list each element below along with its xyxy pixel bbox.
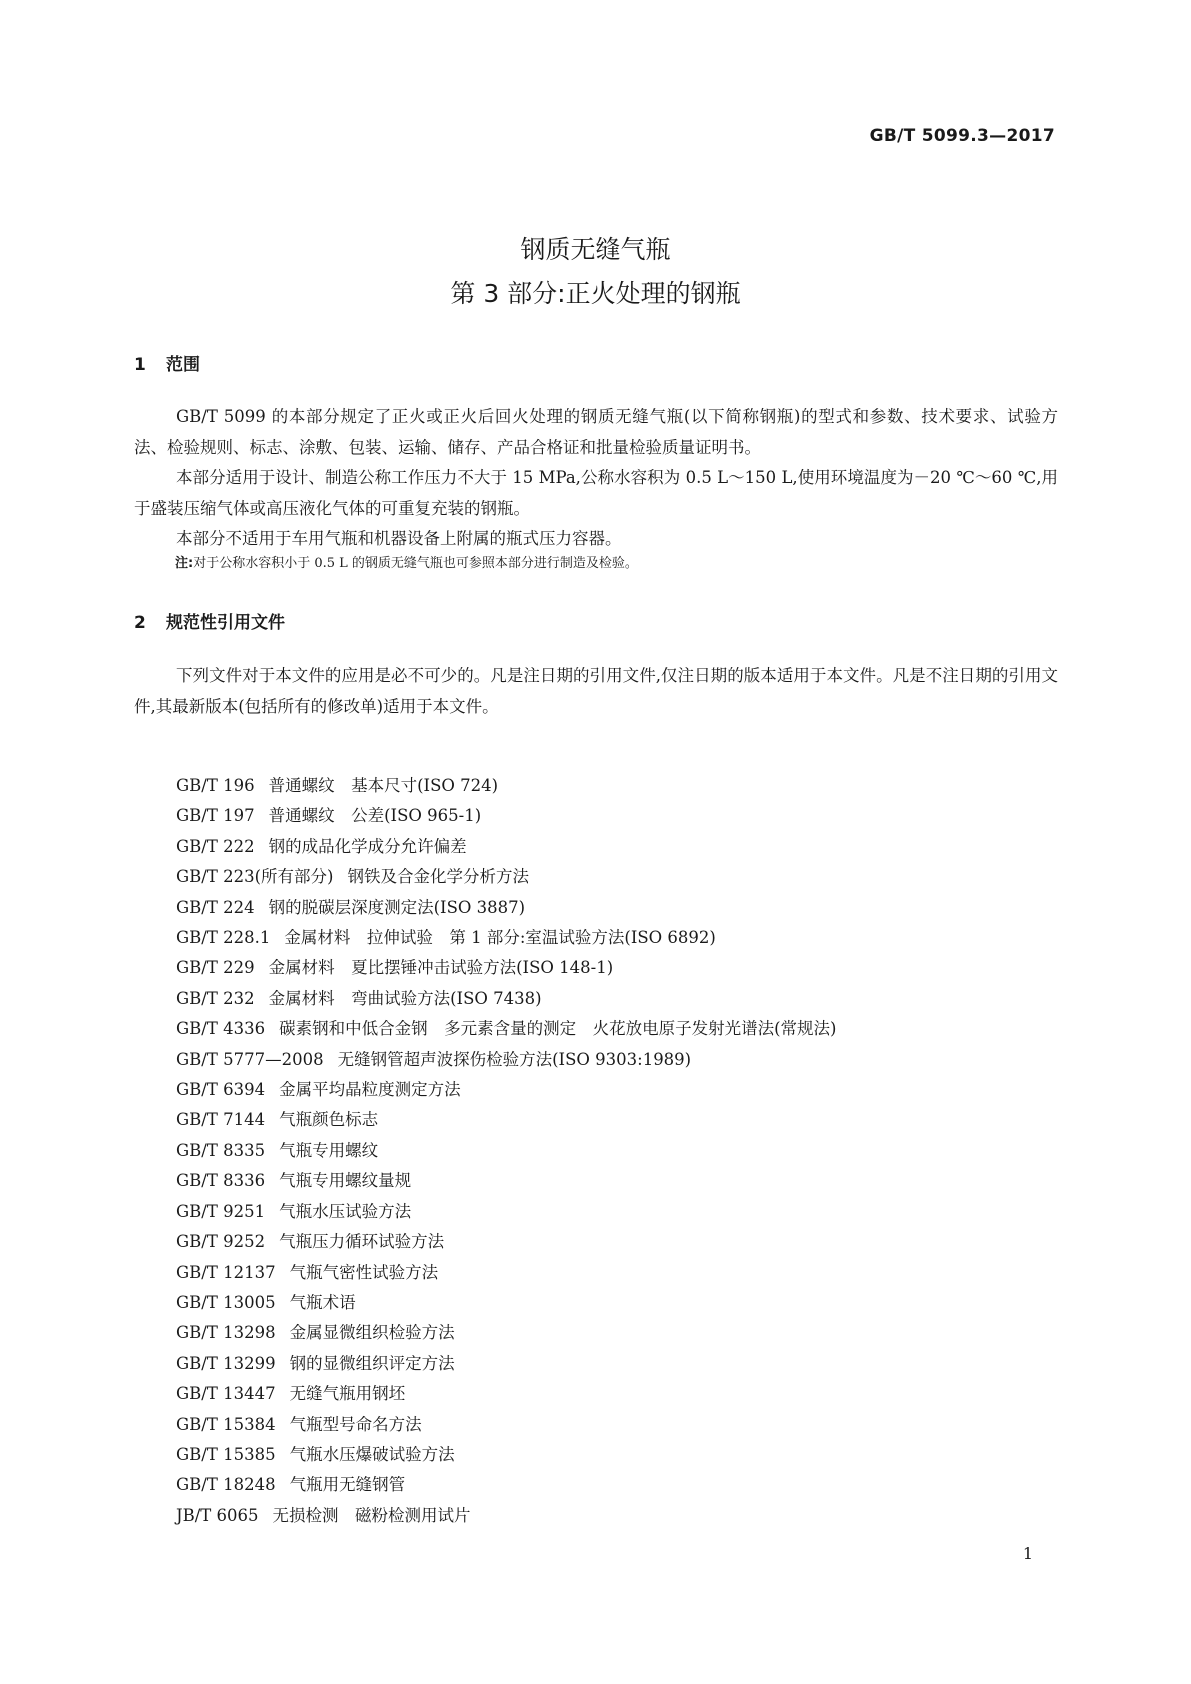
reference-item (176, 1410, 836, 1440)
reference-title: 金属材料 拉伸试验 第 1 部分:室温试验方法(ISO 6892) (284, 928, 716, 948)
reference-item (176, 1045, 836, 1075)
reference-code: JB/T 6065 (176, 1505, 259, 1525)
reference-code: GB/T 222 (176, 836, 255, 856)
reference-code: GB/T 15385 (176, 1444, 276, 1464)
reference-code: GB/T 229 (176, 958, 255, 978)
reference-title: 金属显微组织检验方法 (289, 1323, 455, 1343)
section-2-title: 规范性引用文件 (166, 613, 285, 633)
reference-code: GB/T 13005 (176, 1292, 276, 1312)
reference-item (176, 1075, 836, 1105)
reference-code: GB/T 228.1 (176, 928, 271, 948)
reference-code: GB/T 224 (176, 897, 255, 917)
reference-title: 气瓶气密性试验方法 (289, 1262, 439, 1282)
reference-item (176, 1288, 836, 1318)
reference-code: GB/T 223(所有部分) (176, 867, 334, 887)
reference-item (176, 953, 836, 983)
reference-list (176, 771, 836, 1531)
section-1-number: 1 (134, 355, 146, 375)
reference-title: 金属平均晶粒度测定方法 (279, 1080, 461, 1100)
reference-item (176, 1197, 836, 1227)
reference-item (176, 1258, 836, 1288)
reference-item (176, 801, 836, 831)
reference-item (176, 1136, 836, 1166)
reference-title: 气瓶术语 (289, 1292, 356, 1312)
reference-title: 气瓶水压爆破试验方法 (289, 1444, 455, 1464)
reference-item (176, 1227, 836, 1257)
reference-code: GB/T 6394 (176, 1080, 266, 1100)
reference-title: 金属材料 夏比摆锤冲击试验方法(ISO 148-1) (268, 958, 614, 978)
section-2-heading (134, 608, 285, 633)
reference-title: 钢的脱碳层深度测定法(ISO 3887) (268, 897, 526, 917)
page-number: 1 (1022, 1544, 1033, 1563)
reference-item (176, 893, 836, 923)
reference-item (176, 1470, 836, 1500)
reference-item (176, 1349, 836, 1379)
section-2-number: 2 (134, 613, 146, 633)
reference-title: 气瓶用无缝钢管 (289, 1475, 406, 1495)
reference-code: GB/T 232 (176, 988, 255, 1008)
reference-item (176, 1105, 836, 1135)
reference-item (176, 1318, 836, 1348)
reference-code: GB/T 7144 (176, 1110, 266, 1130)
reference-item (176, 923, 836, 953)
note-label: 注: (175, 556, 194, 571)
reference-code: GB/T 9252 (176, 1232, 266, 1252)
reference-code: GB/T 8335 (176, 1140, 266, 1160)
section-1-heading (134, 350, 200, 375)
reference-title: 钢的成品化学成分允许偏差 (268, 836, 467, 856)
document-title (0, 228, 1191, 316)
reference-title: 无缝钢管超声波探伤检验方法(ISO 9303:1989) (337, 1049, 692, 1069)
reference-code: GB/T 196 (176, 776, 255, 795)
scope-paragraph-1: GB/T 5099 的本部分规定了正火或正火后回火处理的钢质无缝气瓶(以下简称钢瓶)的型式和参数、技术要求、试验方法、检验规则、标志、涂敷、包装、运输、储存、产品合格证和批量检验质量证明书。 (134, 407, 1058, 457)
reference-item (176, 832, 836, 862)
reference-title: 普通螺纹 基本尺寸(ISO 724) (268, 776, 499, 795)
title-line-2: 第 3 部分:正火处理的钢瓶 (450, 279, 741, 308)
reference-code: GB/T 9251 (176, 1201, 266, 1221)
scope-paragraph-3: 本部分不适用于车用气瓶和机器设备上附属的瓶式压力容器。 (176, 529, 622, 548)
reference-code: GB/T 13299 (176, 1353, 276, 1373)
scope-paragraph-2: 本部分适用于设计、制造公称工作压力不大于 15 MPa,公称水容积为 0.5 L～150 L,使用环境温度为－20 ℃～60 ℃,用于盛装压缩气体或高压液化气体的可重复充装的钢瓶。 (134, 468, 1058, 518)
reference-item (176, 771, 836, 801)
reference-title: 气瓶水压试验方法 (279, 1201, 412, 1221)
reference-code: GB/T 4336 (176, 1019, 266, 1039)
reference-item (176, 1166, 836, 1196)
title-line-1: 钢质无缝气瓶 (520, 235, 671, 264)
reference-title: 无损检测 磁粉检测用试片 (272, 1505, 471, 1525)
reference-code: GB/T 8336 (176, 1171, 266, 1191)
reference-item (176, 1440, 836, 1470)
references-intro: 下列文件对于本文件的应用是必不可少的。凡是注日期的引用文件,仅注日期的版本适用于本文件。凡是不注日期的引用文件,其最新版本(包括所有的修改单)适用于本文件。 (134, 666, 1058, 716)
reference-item (176, 1501, 836, 1531)
reference-title: 普通螺纹 公差(ISO 965-1) (268, 806, 482, 826)
reference-title: 钢铁及合金化学分析方法 (347, 867, 529, 887)
scope-note (175, 554, 638, 574)
reference-title: 气瓶专用螺纹 (279, 1140, 379, 1160)
reference-title: 金属材料 弯曲试验方法(ISO 7438) (268, 988, 542, 1008)
reference-code: GB/T 12137 (176, 1262, 276, 1282)
reference-title: 气瓶压力循环试验方法 (279, 1232, 445, 1252)
reference-title: 气瓶颜色标志 (279, 1110, 379, 1130)
reference-code: GB/T 5777—2008 (176, 1049, 324, 1069)
reference-item (176, 984, 836, 1014)
reference-title: 气瓶型号命名方法 (289, 1414, 422, 1434)
reference-code: GB/T 18248 (176, 1475, 276, 1495)
reference-title: 钢的显微组织评定方法 (289, 1353, 455, 1373)
reference-title: 碳素钢和中低合金钢 多元素含量的测定 火花放电原子发射光谱法(常规法) (279, 1019, 837, 1039)
reference-code: GB/T 15384 (176, 1414, 276, 1434)
reference-item (176, 1379, 836, 1409)
reference-code: GB/T 13447 (176, 1384, 276, 1404)
reference-code: GB/T 13298 (176, 1323, 276, 1343)
standard-code: GB/T 5099.3—2017 (869, 126, 1055, 146)
section-1-title: 范围 (166, 355, 200, 375)
reference-code: GB/T 197 (176, 806, 255, 826)
reference-item (176, 1014, 836, 1044)
reference-title: 无缝气瓶用钢坯 (289, 1384, 406, 1404)
reference-item (176, 862, 836, 892)
note-text: 对于公称水容积小于 0.5 L 的钢质无缝气瓶也可参照本部分进行制造及检验。 (193, 556, 638, 571)
reference-title: 气瓶专用螺纹量规 (279, 1171, 412, 1191)
